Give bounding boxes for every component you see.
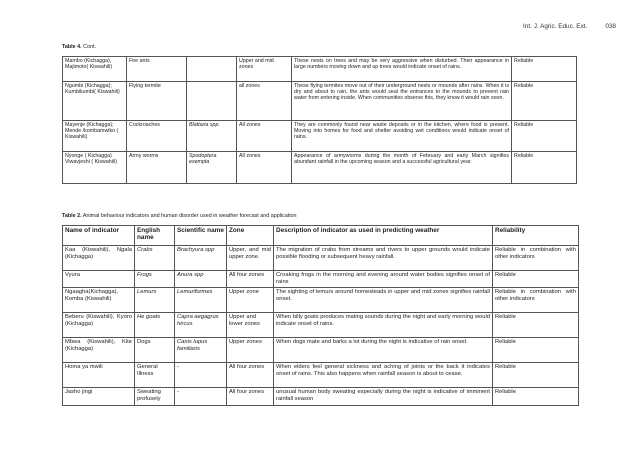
table-row (63, 82, 577, 121)
description-cell: The sighting of lemurs around homesteads in upper and mid zones signifies rainfall onset. (274, 288, 493, 313)
english-name-cell: Lemurs (135, 288, 175, 313)
zone-cell: All four zones (227, 271, 274, 288)
journal-name: Int. J. Agric. Educ. Ext. (523, 23, 588, 30)
english-name-cell: Cockroaches (127, 121, 187, 152)
reliability-cell: Reliable (512, 82, 577, 121)
description-cell: Croaking frogs in the morning and evening around water bodies signifies onset of rains (274, 271, 493, 288)
local-name-cell: Nyonge ( Kichagga) Viwavjeshi ( Kiswahili) (63, 152, 127, 184)
english-name-cell: Fire ants (127, 57, 187, 82)
local-name-cell: Jasho jingi (63, 388, 135, 406)
column-header: Zone (227, 226, 274, 246)
table-header-row (63, 226, 579, 246)
column-header: Description of indicator as used in predicting weather (274, 226, 493, 246)
table2-caption (62, 213, 297, 219)
english-name-cell: Sweating profusely (135, 388, 175, 406)
english-name-cell: Frogs (135, 271, 175, 288)
zone-cell: all zones (237, 82, 292, 121)
reliability-cell: Reliable (512, 152, 577, 184)
running-header (523, 23, 616, 30)
english-name-cell: He goats (135, 313, 175, 338)
table-row (63, 57, 577, 82)
scientific-name-cell: - (175, 388, 227, 406)
table-row (63, 121, 577, 152)
zone-cell: All zones (237, 121, 292, 152)
local-name-cell: Homa ya mwili (63, 363, 135, 388)
column-header: Reliability (493, 226, 579, 246)
zone-cell: All zones (237, 152, 292, 184)
table-row (63, 271, 579, 288)
scientific-name-cell: - (175, 363, 227, 388)
description-cell: unusual human body sweating especially during the night is indicative of imminent rainfall season (274, 388, 493, 406)
zone-cell: Upper and mid zones (237, 57, 292, 82)
description-cell: These flying termites move out of their underground nests or mounds after rains. When it is dry and about to rain, the ants would seal the entrances to the mounds to prevent rain water from entering inside. When communities observe this, they know it would rain soon. (292, 82, 512, 121)
local-name-cell: Mambo (Kichagga), Majimoto( Kiswahili) (63, 57, 127, 82)
column-header: Name of indicator (63, 226, 135, 246)
zone-cell: All four zones (227, 388, 274, 406)
table-row (63, 338, 579, 363)
zone-cell: All four zones (227, 363, 274, 388)
local-name-cell: Beberu (Kiswahili), Kyoro (Kichagga) (63, 313, 135, 338)
description-cell: When billy goats produces mating sounds during the night and early morning would indicate onset of rains. (274, 313, 493, 338)
table4 (62, 56, 577, 184)
english-name-cell: Dogs (135, 338, 175, 363)
reliability-cell: Reliable (512, 57, 577, 82)
reliability-cell: Reliable (512, 121, 577, 152)
reliability-cell: Reliable (493, 338, 579, 363)
page-number: 038 (605, 23, 616, 30)
local-name-cell: Vyura (63, 271, 135, 288)
table4-caption-text: Cont. (81, 44, 97, 50)
scientific-name-cell: Lemuriformes (175, 288, 227, 313)
local-name-cell: Mbwa (Kiswahili), Kite (Kichagga) (63, 338, 135, 363)
table-row (63, 388, 579, 406)
table4-caption-label: Table 4. (62, 44, 82, 50)
scientific-name-cell (187, 82, 237, 121)
scientific-name-cell: Canis lupus familiaris (175, 338, 227, 363)
local-name-cell: Mayenje (Kichagga); Mende /kombamwiko ( Kiswahili) (63, 121, 127, 152)
scientific-name-cell: Anura spp (175, 271, 227, 288)
table2-caption-label: Table 2. (62, 213, 82, 219)
scientific-name-cell: Capra aegagrus hircus (175, 313, 227, 338)
zone-cell: Upper and lower zones (227, 313, 274, 338)
english-name-cell: Flying termite (127, 82, 187, 121)
table-row (63, 152, 577, 184)
zone-cell: Upper zone (227, 288, 274, 313)
english-name-cell: General Illness (135, 363, 175, 388)
scientific-name-cell (187, 57, 237, 82)
reliability-cell: Reliable in combination with other indicators (493, 288, 579, 313)
column-header: English name (135, 226, 175, 246)
local-name-cell: Kaa (Kiswahili), Ngala (Kichagga) (63, 246, 135, 271)
table-row (63, 288, 579, 313)
zone-cell: Upper zones (227, 338, 274, 363)
table2 (62, 225, 579, 406)
english-name-cell: Army worms (127, 152, 187, 184)
reliability-cell: Reliable (493, 363, 579, 388)
description-cell: These nests on trees and may be very aggressive when disturbed. Their appearance in large numbers moving down and up trees would indicate onset of rains. (292, 57, 512, 82)
scientific-name-cell: Blattaria spp. (187, 121, 237, 152)
english-name-cell: Crabs (135, 246, 175, 271)
reliability-cell: Reliable in combination with other indicators (493, 246, 579, 271)
description-cell: They are commonly found near waste deposits or in the kitchen, where food is present. Moving into homes for food and shelter avoiding wet conditions would indicate onset of rains. (292, 121, 512, 152)
table-row (63, 363, 579, 388)
table4-caption (62, 44, 96, 50)
description-cell: When dogs mate and barks a lot during the night is indicative of rain onset. (274, 338, 493, 363)
description-cell: Appearance of armyworms during the month of February and early March signifies abundant rainfall in the upcoming season and a successful agricultural year. (292, 152, 512, 184)
local-name-cell: Ngaagha(Kichagga), Komba (Kiswahili) (63, 288, 135, 313)
column-header: Scientific name (175, 226, 227, 246)
scientific-name-cell: Brachyura spp (175, 246, 227, 271)
reliability-cell: Reliable (493, 313, 579, 338)
reliability-cell: Reliable (493, 388, 579, 406)
description-cell: When elders feel general sickness and aching of joints or the back it indicates onset of rains. This also happens when rainfall season is about to cease. (274, 363, 493, 388)
local-name-cell: Ngumbi (Kichagga); Kumbikumbi( Kiswahili) (63, 82, 127, 121)
description-cell: The migration of crabs from streams and rivers to upper grounds would indicate possible flooding or subsequent heavy rainfall. (274, 246, 493, 271)
table-row (63, 246, 579, 271)
table-row (63, 313, 579, 338)
table2-caption-text: Animal behaviour indicators and human disorder used in weather forecast and application (81, 213, 297, 219)
reliability-cell: Reliable (493, 271, 579, 288)
zone-cell: Upper, and mid upper zone. (227, 246, 274, 271)
scientific-name-cell: Spodoptera exempta (187, 152, 237, 184)
